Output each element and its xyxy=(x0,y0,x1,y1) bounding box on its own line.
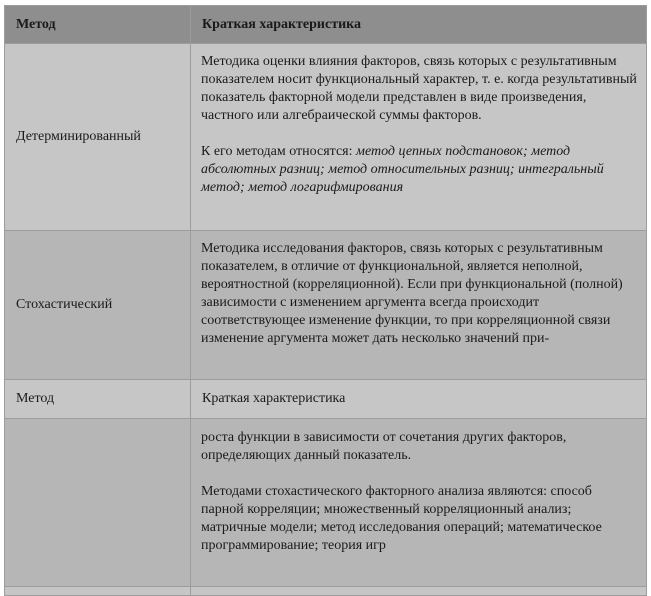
description-paragraph xyxy=(201,143,638,197)
header-cell-description xyxy=(191,6,647,44)
table-row xyxy=(5,587,647,596)
repeat-header-description-label: Краткая характеристика xyxy=(202,391,346,406)
table-row xyxy=(5,419,647,587)
description-cell xyxy=(191,231,647,380)
description-cell xyxy=(191,419,647,587)
repeat-header-method-label: Метод xyxy=(16,391,55,406)
empty-cell xyxy=(191,587,647,596)
repeat-header-cell-method xyxy=(5,380,191,419)
repeat-header-cell-description xyxy=(191,380,647,419)
description-cell xyxy=(191,44,647,231)
table-header-row xyxy=(5,6,647,44)
methods-table xyxy=(4,5,647,596)
method-name: Стохастический xyxy=(16,297,113,312)
methods-intro: К его методам относятся: xyxy=(201,144,357,159)
table-row xyxy=(5,231,647,380)
header-description-label: Краткая характеристика xyxy=(202,16,362,32)
method-cell xyxy=(5,44,191,231)
description-paragraph: Методика оценки влияния факторов, связь которых с результативным показателем носит функциональный характер, т. е. когда результативный показатель факторной модели представлен в виде произведения, частного или алгебраической суммы факторов. xyxy=(201,54,637,123)
empty-cell xyxy=(5,587,191,596)
method-cell xyxy=(5,231,191,380)
repeated-header-row xyxy=(5,380,647,419)
description-paragraph: Методика исследования факторов, связь которых с результативным показателем, в отличие от функциональной, является неполной, вероятностной (корреляционной). Если при функциональной (полной) зависимости с изменением аргумента всегда происходит соответствующее изменение функции, то при корреляционной связи изменение аргумента может дать несколько значений при- xyxy=(201,241,623,346)
description-text xyxy=(191,231,646,348)
description-text xyxy=(191,419,646,555)
description-paragraph: роста функции в зависимости от сочетания других факторов, определяющих данный показатель. xyxy=(201,430,567,463)
header-method-label: Метод xyxy=(16,16,56,32)
methods-list: метод цепных подстановок; метод абсолютных разниц; метод относительных разниц; интегральный метод; метод логарифмирования xyxy=(201,144,604,195)
method-name xyxy=(5,419,190,586)
table-row xyxy=(5,44,647,231)
description-paragraph: Методами стохастического факторного анализа являются: способ парной корреляции; множественный корреляционный анализ; матричные модели; метод исследования операций; математическое программирование; теория игр xyxy=(201,484,602,553)
description-text xyxy=(191,44,646,197)
method-name: Детерминированный xyxy=(16,129,141,144)
header-cell-method xyxy=(5,6,191,44)
method-cell xyxy=(5,419,191,587)
